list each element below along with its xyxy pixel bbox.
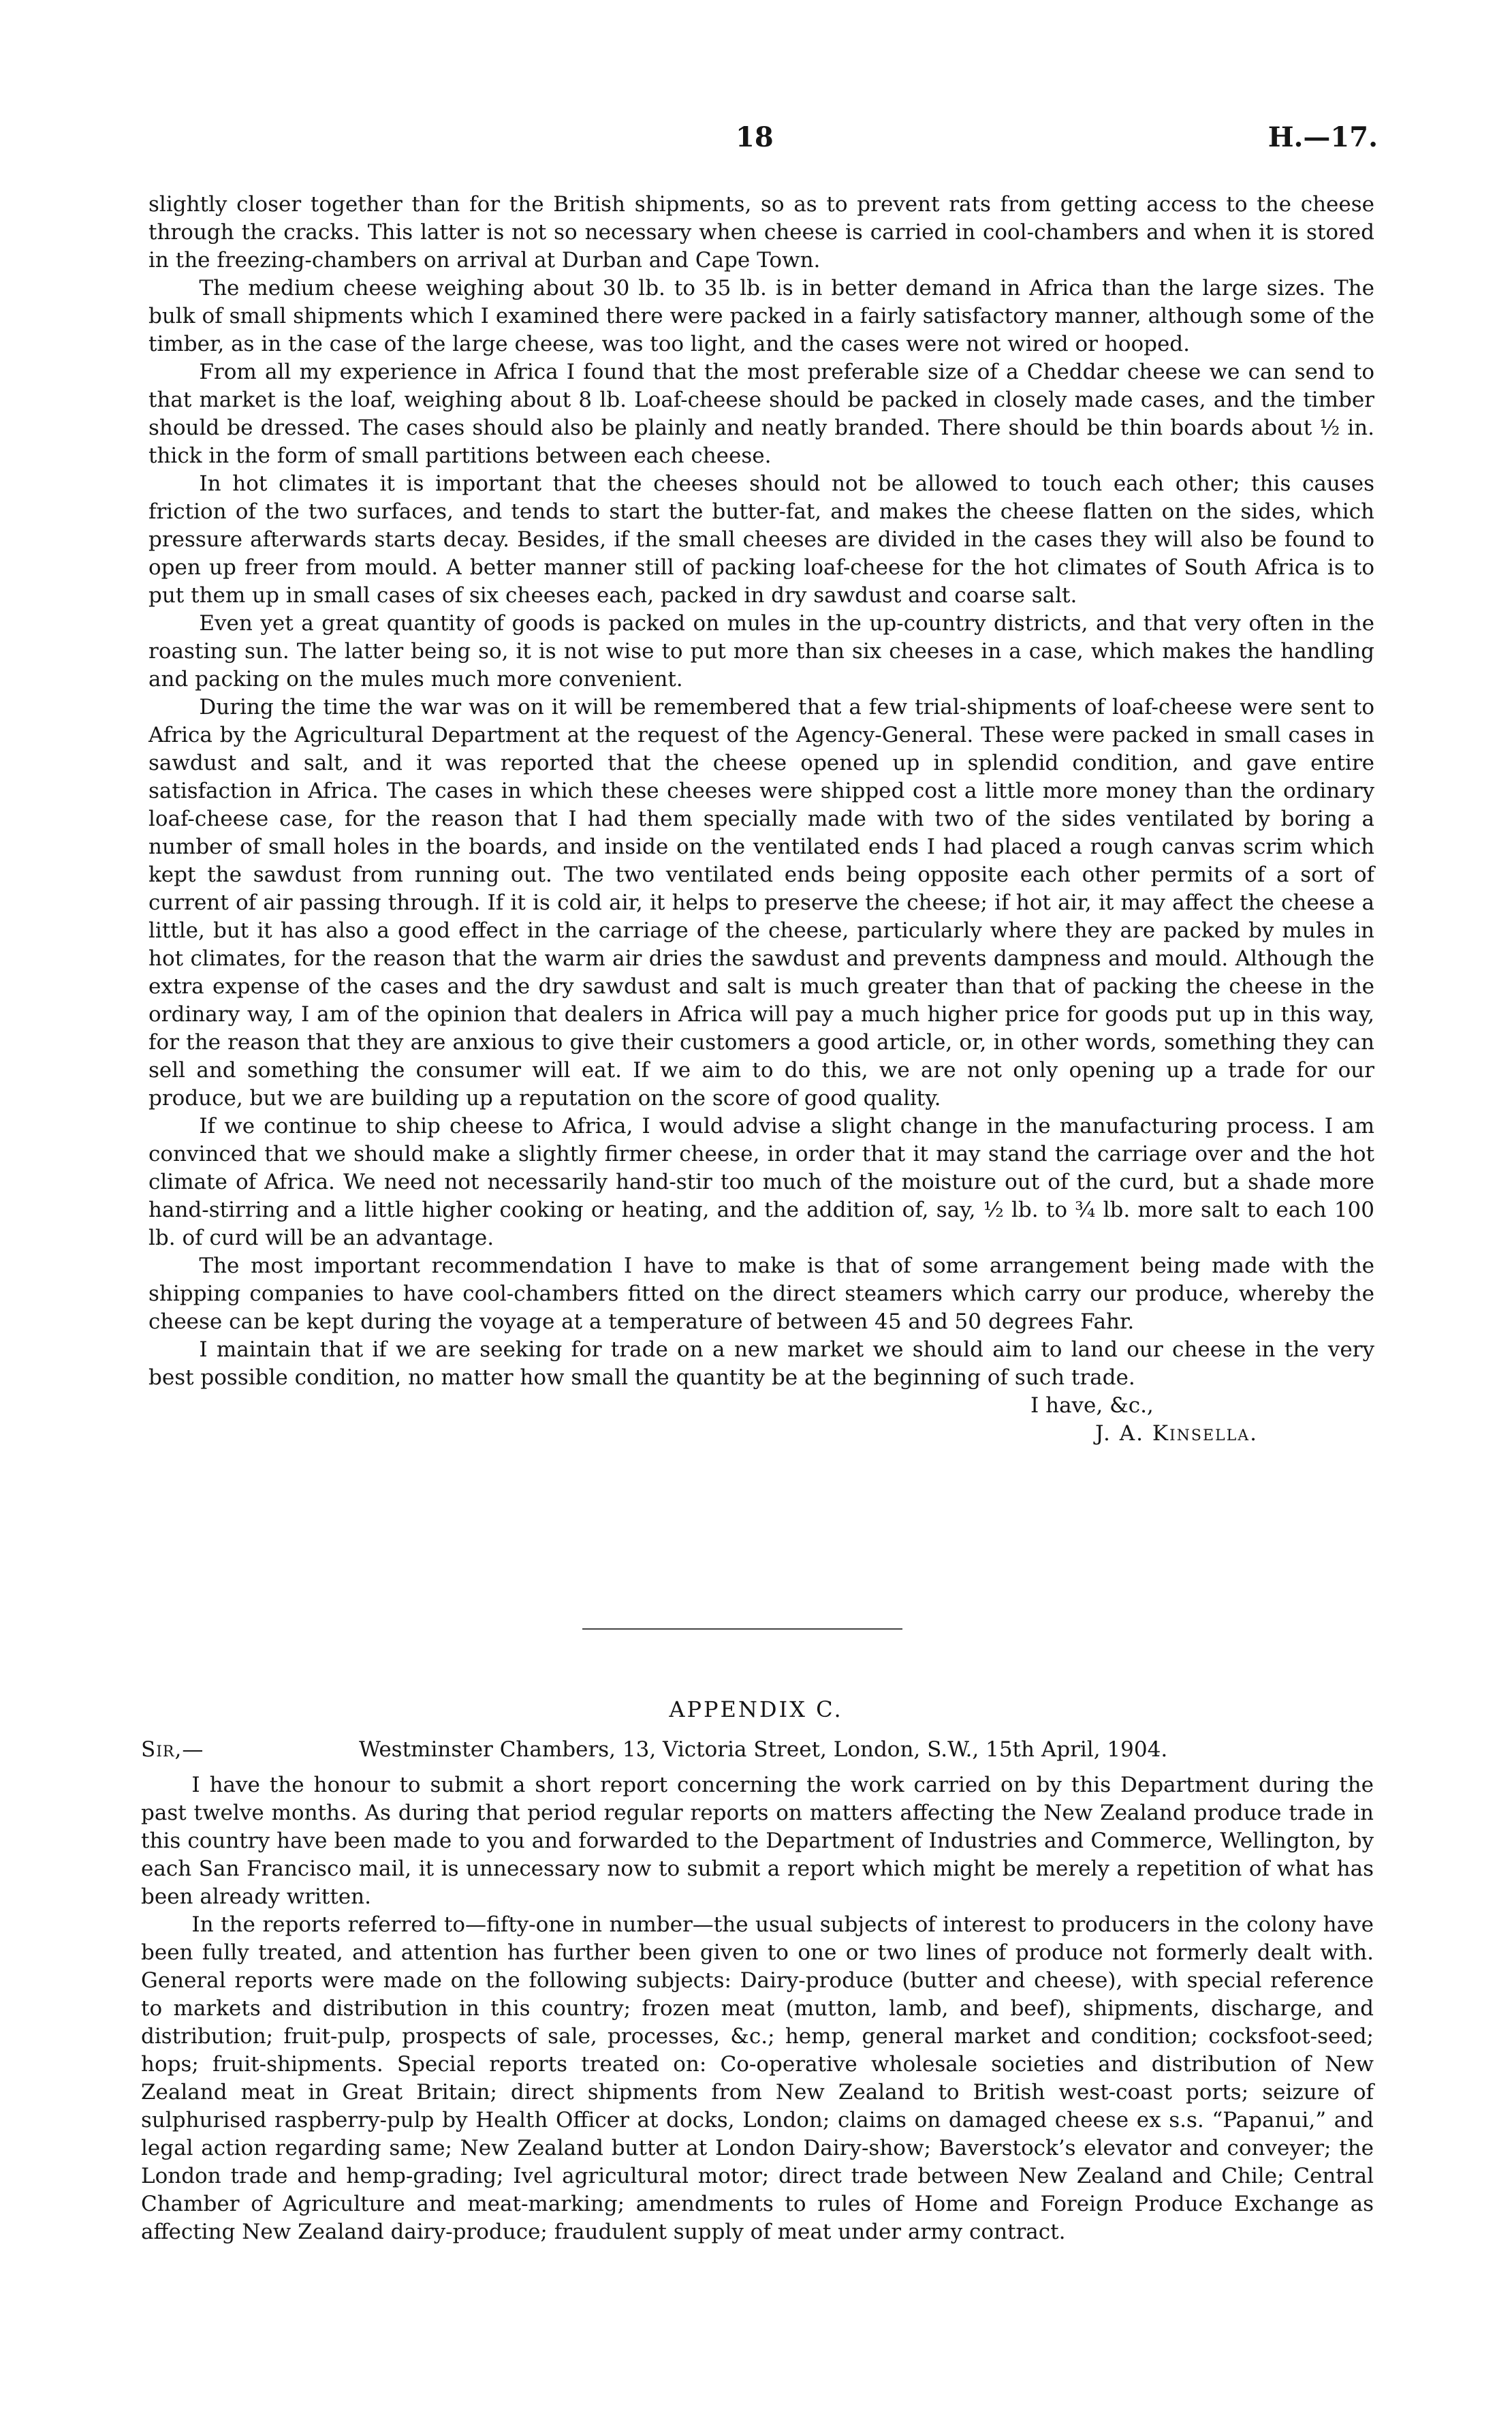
signature: J. A. Kinsella. [1095,1421,1259,1446]
letter-paragraph: During the time the war was on it will be remembered that a few trial-shipments of loaf-cheese were sent to Africa by the Agricultural Department at the request of the Agency-General. These were packed in small cases in sawdust and salt, and it was reported that the cheese opened up in splendid condition, and gave entire satisfaction in Africa. The cases in which these cheeses were shipped cost a little more money than the ordinary loaf-cheese case, for the reason that I had them specially made with two of the sides ventilated by boring a number of small holes in the boards, and inside on the ventilated ends I had placed a rough canvas scrim which kept the sawdust from running out. The two ventilated ends being opposite each other permits of a sort of current of air passing through. If it is cold air, it helps to preserve the cheese; if hot air, it may affect the cheese a little, but it has also a good effect in the carriage of the cheese, particularly where they are packed by mules in hot climates, for the reason that the warm air dries the sawdust and prevents dampness and mould. Although the extra expense of the cases and the dry sawdust and salt is much greater than that of packing the cheese in the ordinary way, I am of the opinion that dealers in Africa will pay a much higher price for goods put up in this way, for the reason that they are anxious to give their customers a good article, or, in other words, something they can sell and something the consumer will eat. If we aim to do this, we are not only opening up a trade for our produce, but we are building up a reputation on the score of good quality. [148,695,1374,1111]
address-date: Westminster Chambers, 13, Victoria Street, London, S.W., 15th April, 1904. [359,1737,1168,1762]
page-header [0,121,1512,162]
appendix-title: APPENDIX C. [669,1696,843,1722]
letter-paragraph: slightly closer together than for the British shipments, so as to prevent rats from getting access to the cheese through the cracks. This latter is not so necessary when cheese is carried in cool-chambers and when it is stored in the freezing-chambers on arrival at Durban and Cape Town. [148,192,1374,273]
letter-paragraph: In hot climates it is important that the cheeses should not be allowed to touch each other; this causes friction of the two surfaces, and tends to start the butter-fat, and makes the cheese flatten on the sides, which pressure afterwards starts decay. Besides, if the small cheeses are divided in the cases they will also be found to open up freer from mould. A better manner still of packing loaf-cheese for the hot climates of South Africa is to put them up in small cases of six cheeses each, packed in dry sawdust and coarse salt. [148,471,1374,608]
letter-paragraph: The medium cheese weighing about 30 lb. to 35 lb. is in better demand in Africa than the large sizes. The bulk of small shipments which I examined there were packed in a fairly satisfactory manner, although some of the timber, as in the case of the large cheese, was too light, and the cases were not wired or hooped. [148,276,1374,356]
appendix-body [141,1771,1374,2246]
salutation-line [141,1737,1367,1768]
page-number: 18 [736,121,774,153]
letter-paragraph: If we continue to ship cheese to Africa, I would advise a slight change in the manufacturing process. I am convinced that we should make a slightly firmer cheese, in order that it may stand the carriage over and the hot climate of Africa. We need not necessarily hand-stir too much of the moisture out of the curd, but a shade more hand-stirring and a little higher cooking or heating, and the addition of, say, ½ lb. to ¾ lb. more salt to each 100 lb. of curd will be an advantage. [148,1114,1374,1250]
document-reference: H.—17. [1267,121,1378,153]
letter-paragraph: Even yet a great quantity of goods is packed on mules in the up-country districts, and that very often in the roasting sun. The latter being so, it is not wise to put more than six cheeses in a case, which makes the handling and packing on the mules much more convenient. [148,611,1374,692]
closing-phrase: I have, &c., [1030,1393,1154,1418]
appendix-paragraph: In the reports referred to—fifty-one in number—the usual subjects of interest to producers in the colony have been fully treated, and attention has further been given to one or two lines of produce not formerly dealt with. General reports were made on the following subjects: Dairy-produce (butter and cheese), with special reference to markets and distribution in this country; frozen meat (mutton, lamb, and beef), shipments, discharge, and distribution; fruit-pulp, prospects of sale, processes, &c.; hemp, general market and condition; cocksfoot-seed; hops; fruit-shipments. Special reports treated on: Co-operative wholesale societies and distribution of New Zealand meat in Great Britain; direct shipments from New Zealand to British west-coast ports; seizure of sulphurised raspberry-pulp by Health Officer at docks, London; claims on damaged cheese ex s.s. “Papanui,” and legal action regarding same; New Zealand butter at London Dairy-show; Baverstock’s elevator and conveyer; the London trade and hemp-grading; Ivel agricultural motor; direct trade between New Zealand and Chile; Central Chamber of Agriculture and meat-marking; amendments to rules of Home and Foreign Produce Exchange as affecting New Zealand dairy-produce; fraudulent supply of meat under army contract. [141,1912,1374,2244]
letter-paragraph: I maintain that if we are seeking for trade on a new market we should aim to land our cheese in the very best possible condition, no matter how small the quantity be at the beginning of such trade. [148,1337,1374,1390]
letter-paragraph: From all my experience in Africa I found that the most preferable size of a Cheddar cheese we can send to that market is the loaf, weighing about 8 lb. Loaf-cheese should be packed in closely made cases, and the timber should be dressed. The cases should also be plainly and neatly branded. There should be thin boards about ½ in. thick in the form of small partitions between each cheese. [148,360,1374,468]
salutation: Sir,— [141,1737,204,1762]
section-divider [582,1628,902,1630]
appendix-paragraph: I have the honour to submit a short report concerning the work carried on by this Department during the past twelve months. As during that period regular reports on matters affecting the New Zealand produce trade in this country have been made to you and forwarded to the Department of Industries and Commerce, Wellington, by each San Francisco mail, it is unnecessary now to submit a report which might be merely a repetition of what has been already written. [141,1773,1374,1909]
letter-paragraph: The most important recommendation I have to make is that of some arrangement being made with the shipping companies to have cool-chambers fitted on the direct steamers which carry our produce, whereby the cheese can be kept during the voyage at a temperature of between 45 and 50 degrees Fahr. [148,1254,1374,1334]
letter-body [148,191,1374,1448]
signoff-block [148,1392,1374,1448]
